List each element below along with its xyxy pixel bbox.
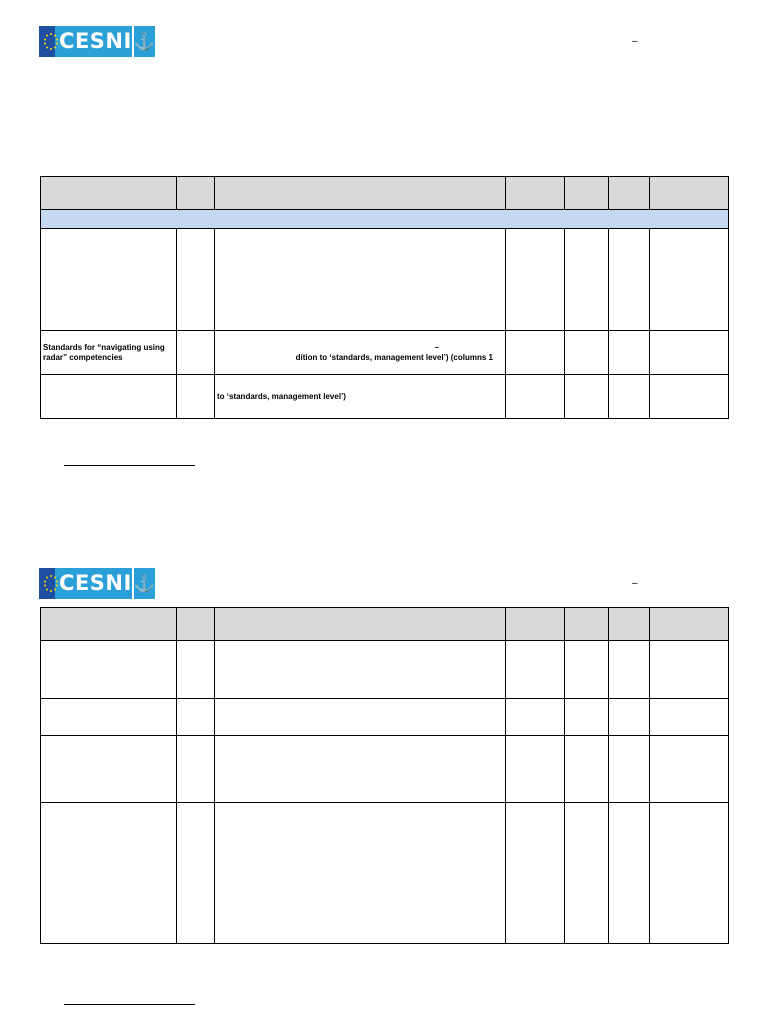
table-row bbox=[41, 331, 729, 375]
logo-text: CESNI bbox=[55, 568, 132, 599]
footnote-separator bbox=[64, 465, 195, 466]
row-text: to ‘standards, management level’) bbox=[217, 391, 346, 401]
standards-table-2 bbox=[40, 607, 729, 944]
table-row bbox=[41, 699, 729, 736]
standards-table-1 bbox=[40, 176, 729, 419]
row-label: Standards for “navigating using radar” competencies bbox=[43, 342, 165, 362]
anchor-icon: ⚓ bbox=[132, 568, 155, 599]
row-text-top: – bbox=[434, 342, 439, 352]
logo-text: CESNI bbox=[55, 26, 132, 57]
row-text: dition to ‘standards, management level’) (columns 1 bbox=[295, 352, 493, 362]
table-row bbox=[41, 641, 729, 699]
table-row bbox=[41, 803, 729, 944]
footnote-separator bbox=[64, 1004, 195, 1005]
cesni-logo bbox=[39, 568, 155, 599]
section-band-row bbox=[41, 210, 729, 229]
table-row bbox=[41, 229, 729, 331]
corner-mark: – bbox=[632, 36, 638, 47]
table-row bbox=[41, 375, 729, 419]
anchor-icon: ⚓ bbox=[132, 26, 155, 57]
table-row bbox=[41, 736, 729, 803]
table-header-row bbox=[41, 608, 729, 641]
corner-mark: – bbox=[632, 578, 638, 589]
cesni-logo bbox=[39, 26, 155, 57]
eu-stars-icon bbox=[39, 26, 52, 57]
table-header-row bbox=[41, 177, 729, 210]
eu-stars-icon bbox=[39, 568, 52, 599]
